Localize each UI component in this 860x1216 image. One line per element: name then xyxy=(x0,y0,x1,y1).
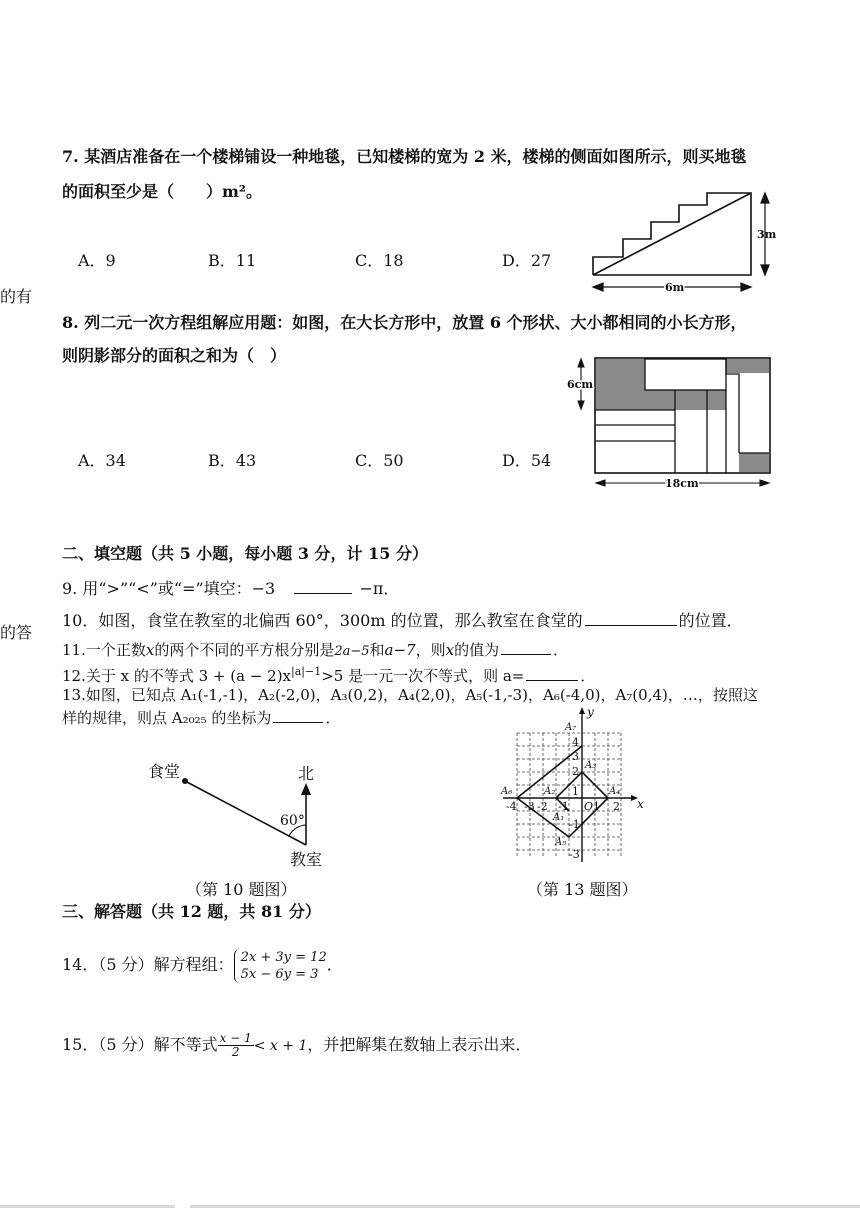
q14-eq2: 5x − 6y = 3 xyxy=(240,966,319,982)
q15-inequality: < x + 1 xyxy=(253,1038,308,1054)
q15 xyxy=(62,1030,531,1061)
y-axis-arrow xyxy=(579,707,585,714)
q7-option-d: D．27 xyxy=(502,251,552,270)
q14 xyxy=(62,948,343,983)
scan-edge-right xyxy=(190,1205,860,1208)
origin-label: O xyxy=(584,800,594,813)
q15-text-c: ，并把解集在数轴上表示出来． xyxy=(307,1035,532,1054)
q12-text-c: ． xyxy=(580,667,596,685)
x-tick-2: 2 xyxy=(613,800,620,813)
angle-label: 60° xyxy=(280,813,305,829)
x-tick-1: 1 xyxy=(593,800,600,813)
label-a6: A₆ xyxy=(501,786,513,797)
q7-line1: 7. 某酒店准备在一个楼梯铺设一种地毯，已知楼梯的宽为 2 米，楼梯的侧面如图所示，则买地毯 xyxy=(62,147,747,166)
q8-line2: 则阴影部分的面积之和为（ ） xyxy=(62,346,287,365)
q11-expr2: a−7 xyxy=(384,641,416,659)
q8-rectangle-figure xyxy=(565,350,780,495)
q12-answer-blank[interactable] xyxy=(526,665,578,681)
x-tick-neg2: -2 xyxy=(537,800,548,813)
q14-tail: ． xyxy=(326,955,343,974)
q9 xyxy=(62,578,399,599)
shaded-region-bottom xyxy=(739,453,769,472)
q13-line1: 13.如图，已知点 A₁(-1,-1)，A₂(-2,0)，A₃(0,2)，A₄(2,0)，A₅(-1,-3)，A₆(-4,0)，A₇(0,4)，…，按照这 xyxy=(62,686,758,704)
q7-line2: 的面积至少是（ ）m²。 xyxy=(62,182,262,201)
q11-text-a: 11.一个正数 xyxy=(62,641,146,659)
q11-text-f: ． xyxy=(553,641,569,659)
q10-answer-blank[interactable] xyxy=(585,610,677,626)
q7-height-label: 3m xyxy=(757,228,777,241)
y-tick-neg1: -1 xyxy=(569,818,580,831)
section3-title: 三、解答题（共 12 题，共 81 分） xyxy=(62,902,321,921)
q11-text-b: 的两个不同的平方根分别是 xyxy=(154,641,335,659)
q15-fraction xyxy=(218,1032,254,1059)
q7-option-a: A．9 xyxy=(78,251,116,270)
q11-text-e: 的值为 xyxy=(454,641,500,659)
x-tick-neg4: -4 xyxy=(506,800,517,813)
label-a2: A₂ xyxy=(544,786,556,797)
fig10-caption: （第 10 题图） xyxy=(186,880,297,899)
q8-height-label: 6cm xyxy=(567,378,593,391)
q15-frac-num: x − 1 xyxy=(219,1031,252,1045)
section2-title: 二、填空题（共 5 小题，每小题 3 分，计 15 分） xyxy=(62,544,428,563)
q15-text-a: 15．（5 分）解不等式 xyxy=(62,1035,218,1054)
q11-text-d: ，则 xyxy=(415,641,446,659)
label-a7: A₇ xyxy=(565,722,577,733)
q10-text-a: 10．如图，食堂在教室的北偏西 60°，300m 的位置，那么教室在食堂的 xyxy=(62,611,583,630)
q13-text-a: 样的规律，则点 A₂₀₂₅ 的坐标为 xyxy=(62,709,272,727)
label-a3: A₃ xyxy=(585,760,597,771)
label-a4: A₄ xyxy=(609,786,621,797)
q14-text: 14．（5 分）解方程组： xyxy=(62,955,234,974)
q12 xyxy=(62,662,595,686)
margin-fragment-1: 的有 xyxy=(0,287,33,306)
q11-text-c: 和 xyxy=(369,641,385,659)
q12-text-b: >5 是一元一次不等式，则 a= xyxy=(321,667,525,685)
q12-text-a: 12.关于 x 的不等式 3 + (a − 2)x xyxy=(62,667,292,685)
q7-width-label: 6m xyxy=(665,281,685,294)
scan-edge-left xyxy=(0,1205,175,1208)
q11-answer-blank[interactable] xyxy=(501,639,551,655)
q13-line2 xyxy=(62,707,340,728)
shaded-region-right xyxy=(726,359,769,373)
canteen-label: 食堂 xyxy=(148,762,181,781)
x-tick-neg3: -3 xyxy=(524,800,535,813)
y-tick-3: 3 xyxy=(572,750,579,763)
q8-width-label: 18cm xyxy=(665,477,699,490)
axis-y-label: y xyxy=(587,705,594,719)
fig13-caption: （第 13 题图） xyxy=(527,880,638,899)
axis-x-label: x xyxy=(637,797,644,811)
q8-option-b: B．43 xyxy=(208,451,257,470)
q9-text-b: −π． xyxy=(359,579,400,598)
q7-staircase-figure xyxy=(585,185,785,300)
q9-text-a: 9. 用“>”“<”或“=”填空：−3 xyxy=(62,579,276,598)
q7-option-b: B．11 xyxy=(208,251,257,270)
q10-text-b: 的位置． xyxy=(678,611,743,630)
y-tick-2: 2 xyxy=(572,765,579,778)
q8-option-c: C．50 xyxy=(355,451,404,470)
stairs xyxy=(593,193,751,275)
north-label: 北 xyxy=(298,764,315,783)
q14-eq1: 2x + 3y = 12 xyxy=(240,949,327,965)
margin-fragment-2: 的答 xyxy=(0,623,33,642)
q8-option-a: A．34 xyxy=(78,451,126,470)
q9-answer-blank[interactable] xyxy=(294,578,352,594)
q12-exponent: |a|−1 xyxy=(291,665,322,678)
q11-var-x-2: x xyxy=(445,641,455,659)
y-tick-1: 1 xyxy=(572,785,579,798)
q13-coordinate-figure xyxy=(495,700,655,870)
y-tick-4: 4 xyxy=(572,736,579,749)
q8-line1: 8. 列二元一次方程组解应用题：如图，在大长方形中，放置 6 个形状、大小都相同的小长方形， xyxy=(62,313,747,332)
label-a1: A₁ xyxy=(553,812,565,823)
q14-equation-system xyxy=(234,949,327,983)
small-rect-top xyxy=(645,359,726,390)
q13-answer-blank[interactable] xyxy=(273,707,323,723)
q7-option-c: C．18 xyxy=(355,251,404,270)
label-a5: A₅ xyxy=(555,837,567,848)
q11-var-x: x xyxy=(145,641,155,659)
q15-frac-den: 2 xyxy=(231,1045,240,1059)
q13-text-b: ． xyxy=(325,709,341,727)
y-tick-neg3: -3 xyxy=(569,848,580,861)
classroom-label: 教室 xyxy=(290,850,323,869)
q11-expr1: 2a−5 xyxy=(334,644,370,659)
q8-option-d: D．54 xyxy=(502,451,552,470)
x-tick-neg1: -1 xyxy=(558,800,569,813)
q10-direction-figure xyxy=(140,755,340,875)
q11 xyxy=(62,639,568,662)
q10 xyxy=(62,610,743,631)
